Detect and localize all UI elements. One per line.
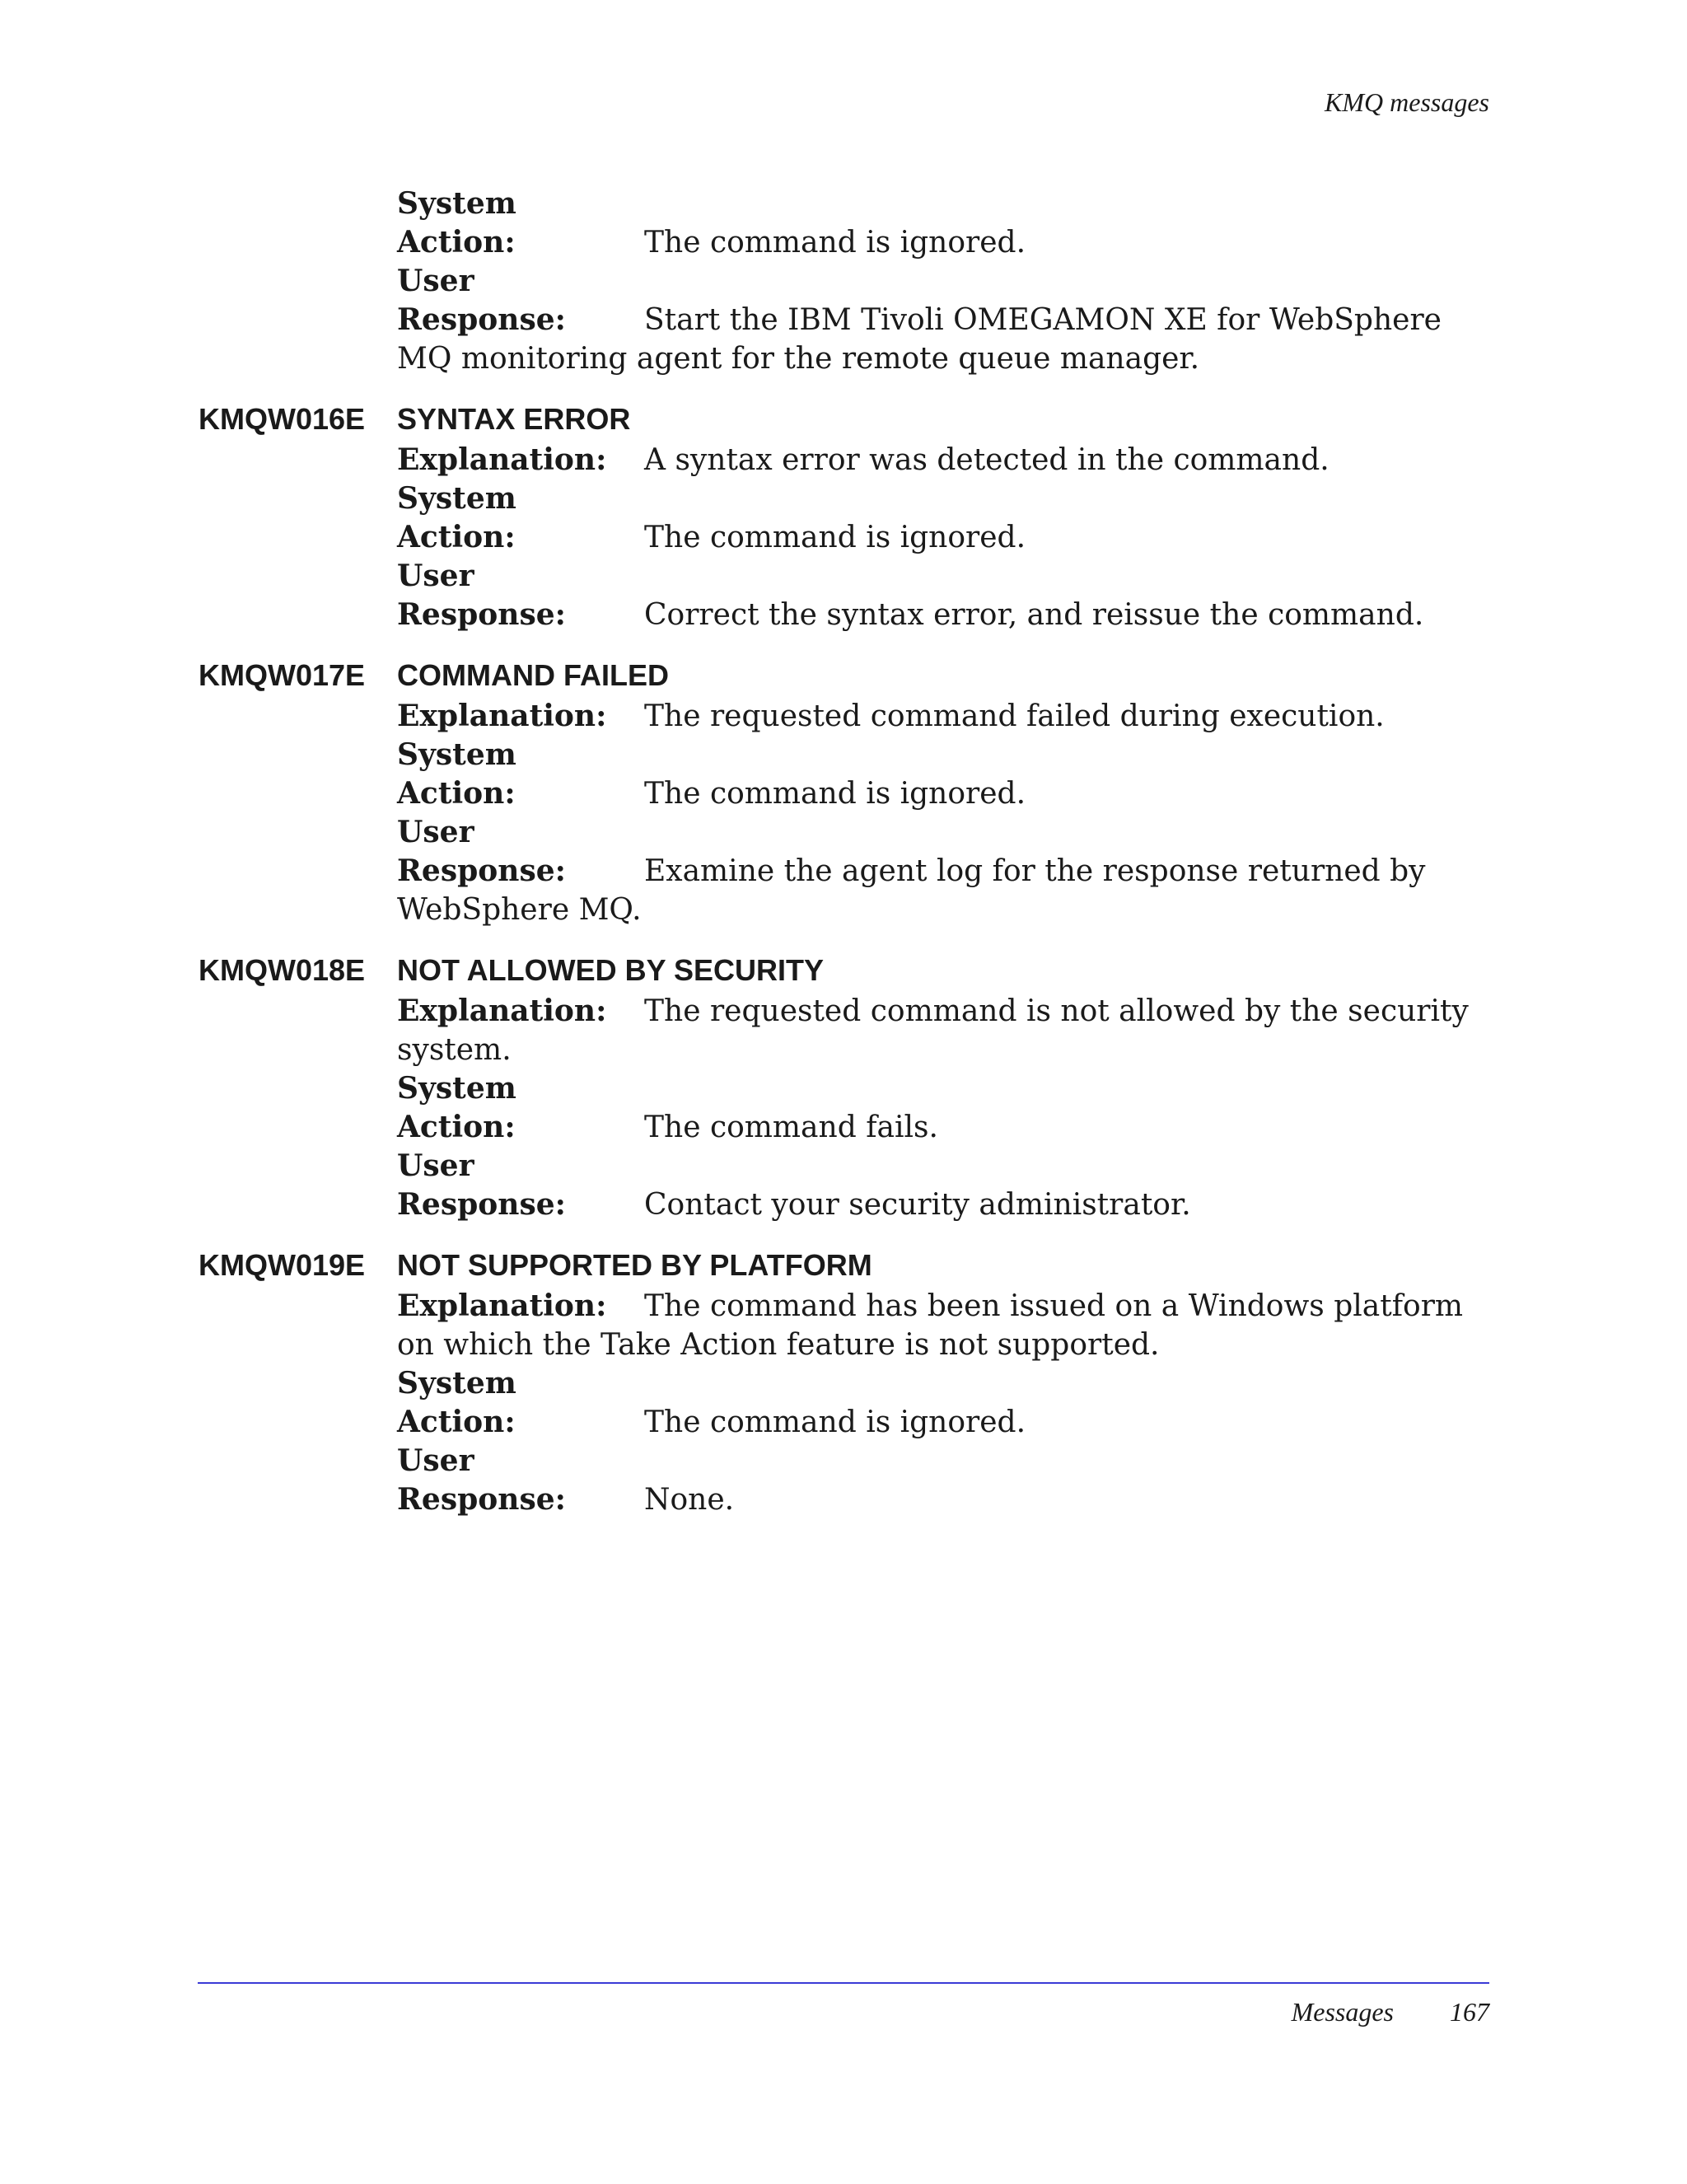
field-label: System Action: [397, 1071, 516, 1144]
system-action-field [199, 1364, 1490, 1442]
message-entry [199, 398, 1490, 634]
field-text: None. [644, 1483, 735, 1517]
field-text: Correct the syntax error, and reissue the command. [644, 598, 1424, 632]
message-heading [199, 1244, 1490, 1287]
message-title: NOT ALLOWED BY SECURITY [397, 953, 825, 987]
message-entry [199, 654, 1490, 929]
message-heading [199, 398, 1490, 441]
field-label: System Action: [397, 737, 516, 811]
field-text: The requested command is not allowed by the security system. [397, 994, 1469, 1067]
message-title: COMMAND FAILED [397, 658, 669, 692]
running-header: KMQ messages [1325, 87, 1489, 117]
user-response-field [199, 1442, 1490, 1519]
message-title: SYNTAX ERROR [397, 402, 631, 436]
field-label: System Action: [397, 1366, 516, 1439]
field-text: A syntax error was detected in the command. [644, 443, 1330, 477]
field-text: The command is ignored. [644, 521, 1026, 554]
user-response-field [199, 1147, 1490, 1224]
field-text: Examine the agent log for the response returned by WebSphere MQ. [397, 854, 1426, 927]
user-response-field [199, 813, 1490, 929]
message-id: KMQW017E [199, 658, 366, 692]
field-label: Explanation: [397, 442, 607, 477]
system-action-field [199, 736, 1490, 813]
message-id: KMQW019E [199, 1248, 366, 1282]
explanation-field [199, 441, 1490, 479]
message-title: NOT SUPPORTED BY PLATFORM [397, 1248, 872, 1282]
field-label: Explanation: [397, 699, 607, 733]
field-label: System Action: [397, 186, 516, 260]
page-footer [1292, 1997, 1489, 2027]
message-id: KMQW016E [199, 402, 366, 436]
footer-section-title: Messages [1291, 1997, 1394, 2027]
field-text: The command fails. [644, 1111, 938, 1144]
message-entry [199, 1244, 1490, 1519]
field-label: User Response: [397, 1148, 566, 1222]
user-response-field [199, 557, 1490, 634]
field-label: System Action: [397, 481, 516, 554]
field-text: The requested command failed during execution. [644, 699, 1385, 733]
message-heading [199, 654, 1490, 697]
field-label: User Response: [397, 815, 566, 888]
explanation-field [199, 697, 1490, 736]
page-content [199, 185, 1490, 1519]
field-label: User Response: [397, 559, 566, 632]
message-heading [199, 949, 1490, 992]
field-text: Contact your security administrator. [644, 1188, 1191, 1222]
field-text: Start the IBM Tivoli OMEGAMON XE for WebSphere MQ monitoring agent for the remote queue manager. [397, 303, 1442, 376]
explanation-field [199, 1287, 1490, 1364]
system-action-field [199, 1069, 1490, 1147]
field-text: The command is ignored. [644, 1405, 1026, 1439]
field-label: Explanation: [397, 994, 607, 1028]
field-label: Explanation: [397, 1288, 607, 1323]
page-number: 167 [1450, 1997, 1489, 2027]
footer-rule [198, 1982, 1489, 1984]
system-action-field [199, 185, 1490, 262]
message-id: KMQW018E [199, 953, 366, 987]
field-text: The command has been issued on a Windows platform on which the Take Action feature is not supported. [397, 1289, 1464, 1362]
continued-message [199, 185, 1490, 378]
user-response-field [199, 262, 1490, 378]
field-text: The command is ignored. [644, 777, 1026, 811]
message-entry [199, 949, 1490, 1224]
explanation-field [199, 992, 1490, 1069]
system-action-field [199, 479, 1490, 557]
field-text: The command is ignored. [644, 226, 1026, 260]
field-label: User Response: [397, 264, 566, 337]
field-label: User Response: [397, 1443, 566, 1517]
